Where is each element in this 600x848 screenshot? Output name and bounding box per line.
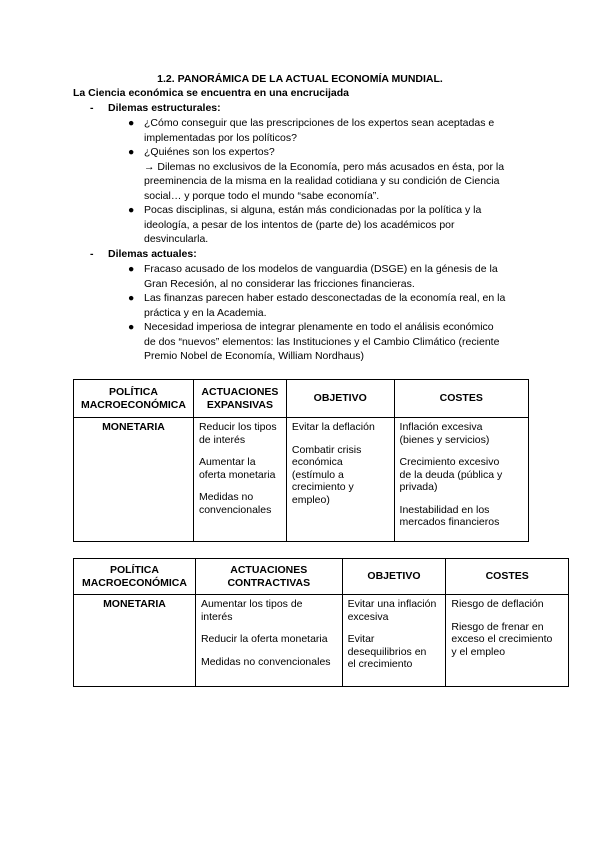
header-cell	[394, 380, 528, 418]
action-item	[201, 656, 337, 669]
cell-text: Inflación excesiva	[399, 421, 483, 433]
policy-cell: MONETARIA	[74, 418, 194, 542]
cell-text: excesiva	[347, 610, 389, 623]
cell-text: Aumentar la	[198, 456, 256, 468]
list-item-text: Pocas disciplinas, si alguna, están más condicionadas por la política y la	[144, 204, 482, 216]
cell-text: Reducir los tipos	[198, 421, 277, 433]
list-item-text: ¿Quiénes son los expertos?	[144, 146, 275, 158]
cell-text: mercados financieros	[399, 516, 500, 528]
page-title: 1.2. PANORÁMICA DE LA ACTUAL ECONOMÍA MUNDIAL.	[157, 73, 443, 85]
section-dash: -	[90, 102, 94, 114]
cell-text: desequilibrios en	[347, 645, 427, 658]
header-cell	[74, 559, 196, 595]
objective-item	[292, 444, 389, 507]
cell-text: Evitar una inflación	[347, 598, 437, 610]
section-heading-current: - Dilemas actuales:	[90, 248, 197, 260]
list-item-text: práctica y en la Academia.	[144, 306, 267, 319]
objective-item	[292, 421, 389, 434]
cell-text: ACTUACIONES	[230, 564, 308, 576]
section-heading-structural: - Dilemas estructurales:	[90, 102, 221, 114]
objective-item	[348, 633, 441, 671]
list-item	[128, 203, 533, 247]
cell-text: exceso el crecimiento	[451, 633, 553, 645]
header-cell	[286, 380, 394, 418]
action-item	[199, 456, 281, 481]
cell-text: de la deuda (pública y	[399, 468, 503, 481]
action-item	[201, 598, 337, 623]
section-dash: -	[90, 248, 94, 260]
cell-text: EXPANSIVAS	[206, 398, 273, 411]
cost-item	[400, 421, 523, 446]
bullet-icon: ●	[128, 146, 135, 158]
cell-text: convencionales	[198, 503, 272, 516]
list-item-text: ideología, a pesar de los intentos de (parte de) los académicos por	[144, 218, 455, 231]
cell-text: oferta monetaria	[198, 468, 276, 481]
action-item	[199, 491, 281, 516]
list-item-text: preeminencia de la misma en la realidad cotidiana y su condición de Ciencia	[144, 175, 500, 187]
cell-text: MACROECONÓMICA	[80, 398, 186, 411]
cell-text: económica	[291, 456, 343, 468]
cell-text: POLÍTICA	[108, 386, 158, 398]
cell-text: Evitar	[347, 633, 375, 645]
action-item	[199, 421, 281, 446]
cell-text: Reducir la oferta monetaria	[200, 633, 328, 645]
cell-text: (estímulo a	[291, 468, 344, 481]
actions-cell	[193, 418, 286, 542]
bullet-icon: ●	[128, 321, 135, 333]
list-item-text: Gran Recesión, al no considerar las fricciones financieras.	[144, 277, 415, 290]
cell-text: Inestabilidad en los	[399, 503, 490, 516]
list-item	[128, 145, 533, 203]
expansive-policy-table	[73, 379, 529, 542]
list-item-text: Necesidad imperiosa de integrar plenamente en todo el análisis económico	[144, 321, 494, 333]
cost-item	[400, 504, 523, 529]
header-cell	[342, 559, 446, 595]
list-item-text: → Dilemas no exclusivos de la Economía, pero más acusados en ésta, por la	[144, 160, 505, 173]
costs-cell	[394, 418, 528, 542]
header-cell	[195, 559, 342, 595]
cell-text: Crecimiento excesivo	[399, 456, 500, 468]
cell-text: MACROECONÓMICA	[81, 576, 187, 589]
objectives-cell	[286, 418, 394, 542]
cell-text: de interés	[198, 433, 246, 446]
structural-dilemmas-list	[128, 116, 533, 247]
header-cell	[74, 380, 194, 418]
list-item-text: Fracaso acusado de los modelos de vanguardia (DSGE) en la génesis de la	[144, 263, 498, 275]
header-cell	[446, 559, 569, 595]
page-subtitle: La Ciencia económica se encuentra en una encrucijada	[73, 87, 350, 99]
cell-text: COSTES	[439, 392, 483, 405]
cell-text: privada)	[399, 481, 438, 493]
list-item	[128, 116, 533, 145]
cell-text: Evitar la deflación	[291, 421, 375, 433]
cell-text: Riesgo de frenar en	[451, 620, 544, 633]
header-cell	[193, 380, 286, 418]
cell-text: Combatir crisis	[291, 443, 362, 456]
cell-text: OBJETIVO	[367, 570, 421, 583]
action-item	[201, 633, 337, 646]
cell-text: y el empleo	[451, 645, 506, 658]
list-item-text: Premio Nobel de Economía, William Nordhaus)	[144, 350, 365, 362]
cell-text: POLÍTICA	[109, 564, 159, 576]
cost-item	[451, 598, 563, 611]
bullet-icon: ●	[128, 204, 135, 216]
actions-cell	[195, 595, 342, 687]
current-dilemmas-list	[128, 262, 533, 364]
cell-text: (bienes y servicios)	[399, 433, 490, 446]
cell-text: el crecimiento	[347, 658, 413, 670]
cell-text: Aumentar los tipos de	[200, 598, 303, 610]
cost-item	[400, 456, 523, 494]
list-item-text: ¿Cómo conseguir que las prescripciones de los expertos sean aceptadas e	[144, 117, 495, 129]
list-item-text: Las finanzas parecen haber estado desconectadas de la economía real, en la	[144, 292, 506, 304]
cell-text: CONTRACTIVAS	[227, 576, 311, 589]
cell-text: Riesgo de deflación	[451, 598, 544, 610]
list-item-text: de dos “nuevos” elementos: las Instituciones y el Cambio Climático (reciente	[144, 335, 500, 348]
list-item	[128, 291, 533, 320]
objectives-cell	[342, 595, 446, 687]
cell-text: crecimiento y	[291, 481, 354, 493]
cost-item	[451, 621, 563, 659]
cell-text: Medidas no convencionales	[200, 655, 331, 668]
list-item-text: desvincularla.	[144, 233, 209, 245]
policy-cell: MONETARIA	[74, 595, 196, 687]
cell-text: interés	[200, 610, 233, 623]
cell-text: empleo)	[291, 493, 330, 506]
bullet-icon: ●	[128, 263, 135, 275]
cell-text: Medidas no	[198, 491, 254, 503]
contractive-policy-table	[73, 558, 569, 687]
cell-text: COSTES	[485, 570, 529, 583]
costs-cell	[446, 595, 569, 687]
cell-text: OBJETIVO	[313, 392, 367, 405]
objective-item	[348, 598, 441, 623]
bullet-icon: ●	[128, 292, 135, 304]
cell-text: ACTUACIONES	[201, 386, 279, 398]
list-item-text: social… y porque todo el mundo “sabe economía”.	[144, 189, 380, 202]
list-item-text: implementadas por los políticos?	[144, 131, 297, 144]
bullet-icon: ●	[128, 117, 135, 129]
list-item	[128, 262, 533, 291]
list-item	[128, 320, 533, 364]
